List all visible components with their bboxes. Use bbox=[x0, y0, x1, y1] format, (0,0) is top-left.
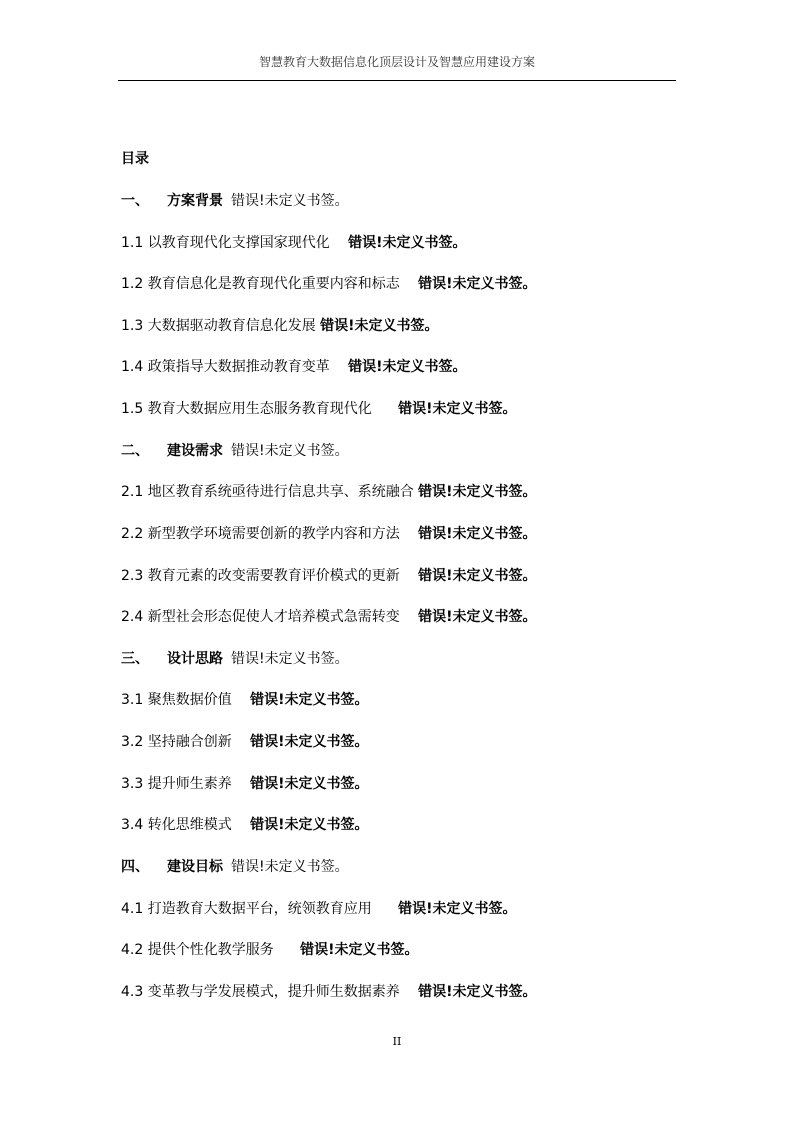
toc-item-2-3[interactable] bbox=[121, 565, 537, 587]
toc-page-ref: 错误!未定义书签。 bbox=[418, 484, 537, 500]
toc-item-number: 3.4 bbox=[121, 817, 144, 833]
toc-title: 目录 bbox=[121, 151, 149, 167]
toc-page-ref: 错误!未定义书签。 bbox=[300, 942, 419, 958]
toc-section-label: 建设目标 bbox=[167, 859, 223, 875]
page-number: II bbox=[392, 1035, 402, 1048]
toc-item-4-1[interactable] bbox=[121, 898, 517, 920]
toc-item-number: 4.3 bbox=[121, 984, 144, 1000]
toc-item-label: 大数据驱动教育信息化发展 bbox=[147, 318, 316, 334]
toc-item-number: 3.3 bbox=[121, 776, 144, 792]
toc-item-label: 打造教育大数据平台，统领教育应用 bbox=[147, 901, 372, 917]
toc-item-label: 提供个性化教学服务 bbox=[147, 942, 274, 958]
toc-section-1[interactable] bbox=[121, 190, 349, 212]
toc-section-number: 四、 bbox=[121, 859, 149, 875]
toc-item-label: 教育信息化是教育现代化重要内容和标志 bbox=[147, 276, 400, 292]
toc-item-2-2[interactable] bbox=[121, 523, 537, 545]
toc-item-label: 教育大数据应用生态服务教育现代化 bbox=[147, 401, 372, 417]
header-rule bbox=[118, 80, 676, 81]
toc-item-1-1[interactable] bbox=[121, 232, 467, 254]
toc-item-number: 4.1 bbox=[121, 901, 144, 917]
toc-page-ref: 错误!未定义书签。 bbox=[398, 401, 517, 417]
toc-page-ref: 错误!未定义书签。 bbox=[250, 776, 369, 792]
toc-item-label: 教育元素的改变需要教育评价模式的更新 bbox=[147, 568, 400, 584]
toc-item-3-2[interactable] bbox=[121, 731, 369, 753]
toc-item-label: 新型教学环境需要创新的教学内容和方法 bbox=[147, 526, 400, 542]
toc-page-ref: 错误!未定义书签。 bbox=[418, 609, 537, 625]
toc-item-number: 1.1 bbox=[121, 235, 144, 251]
toc-item-number: 2.2 bbox=[121, 526, 144, 542]
toc-item-label: 新型社会形态促使人才培养模式急需转变 bbox=[147, 609, 400, 625]
toc-page-ref: 错误!未定义书签。 bbox=[348, 235, 467, 251]
toc-section-label: 建设需求 bbox=[167, 443, 223, 459]
toc-page-ref: 错误!未定义书签。 bbox=[418, 276, 537, 292]
toc-item-1-4[interactable] bbox=[121, 356, 467, 378]
toc-item-number: 1.2 bbox=[121, 276, 144, 292]
toc-page-ref: 错误!未定义书签。 bbox=[231, 193, 349, 209]
toc-section-number: 二、 bbox=[121, 443, 149, 459]
toc-page-ref: 错误!未定义书签。 bbox=[398, 901, 517, 917]
toc-item-1-3[interactable] bbox=[121, 315, 439, 337]
toc-item-3-4[interactable] bbox=[121, 814, 369, 836]
toc-item-number: 2.4 bbox=[121, 609, 144, 625]
toc-page-ref: 错误!未定义书签。 bbox=[348, 359, 467, 375]
toc-section-4[interactable] bbox=[121, 856, 349, 878]
toc-item-label: 坚持融合创新 bbox=[147, 734, 232, 750]
toc-page-ref: 错误!未定义书签。 bbox=[231, 651, 349, 667]
toc-page-ref: 错误!未定义书签。 bbox=[418, 568, 537, 584]
toc-item-number: 4.2 bbox=[121, 942, 144, 958]
toc-section-label: 设计思路 bbox=[167, 651, 223, 667]
toc-page-ref: 错误!未定义书签。 bbox=[250, 817, 369, 833]
toc-item-label: 政策指导大数据推动教育变革 bbox=[147, 359, 330, 375]
toc-page-ref: 错误!未定义书签。 bbox=[418, 984, 537, 1000]
toc-section-3[interactable] bbox=[121, 648, 349, 670]
toc-item-1-2[interactable] bbox=[121, 273, 537, 295]
toc-item-2-1[interactable] bbox=[121, 481, 537, 503]
toc-section-number: 一、 bbox=[121, 193, 149, 209]
toc-section-number: 三、 bbox=[121, 651, 149, 667]
toc-page-ref: 错误!未定义书签。 bbox=[250, 734, 369, 750]
toc-item-1-5[interactable] bbox=[121, 398, 517, 420]
running-header: 智慧教育大数据信息化顶层设计及智慧应用建设方案 bbox=[258, 55, 535, 69]
toc-item-number: 2.1 bbox=[121, 484, 144, 500]
toc-item-number: 1.5 bbox=[121, 401, 144, 417]
toc-page-ref: 错误!未定义书签。 bbox=[250, 692, 369, 708]
toc-page-ref: 错误!未定义书签。 bbox=[320, 318, 439, 334]
toc-item-number: 3.1 bbox=[121, 692, 144, 708]
toc-item-label: 转化思维模式 bbox=[147, 817, 232, 833]
toc-item-4-3[interactable] bbox=[121, 981, 537, 1003]
toc-page-ref: 错误!未定义书签。 bbox=[231, 443, 349, 459]
toc-page-ref: 错误!未定义书签。 bbox=[231, 859, 349, 875]
toc-item-label: 聚焦数据价值 bbox=[147, 692, 232, 708]
toc-item-number: 2.3 bbox=[121, 568, 144, 584]
toc-section-2[interactable] bbox=[121, 440, 349, 462]
toc-item-number: 1.4 bbox=[121, 359, 144, 375]
toc-item-label: 提升师生素养 bbox=[147, 776, 232, 792]
toc-item-3-1[interactable] bbox=[121, 689, 369, 711]
toc-item-label: 地区教育系统亟待进行信息共享、系统融合 bbox=[147, 484, 414, 500]
toc-item-number: 1.3 bbox=[121, 318, 144, 334]
toc-page-ref: 错误!未定义书签。 bbox=[418, 526, 537, 542]
toc-item-number: 3.2 bbox=[121, 734, 144, 750]
toc-item-4-2[interactable] bbox=[121, 939, 419, 961]
toc-item-label: 变革教与学发展模式，提升师生数据素养 bbox=[147, 984, 400, 1000]
toc-item-3-3[interactable] bbox=[121, 773, 369, 795]
toc-item-label: 以教育现代化支撑国家现代化 bbox=[147, 235, 330, 251]
toc-section-label: 方案背景 bbox=[167, 193, 223, 209]
toc-item-2-4[interactable] bbox=[121, 606, 537, 628]
